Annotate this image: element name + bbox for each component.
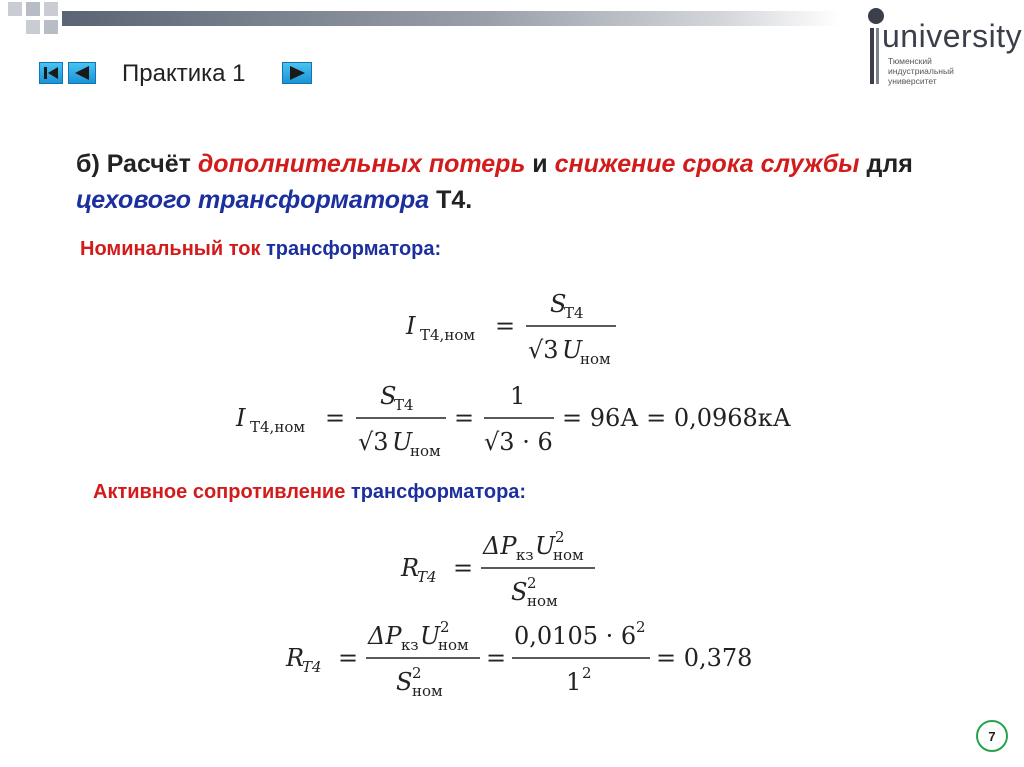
formula-value: 0,0105 · 6 xyxy=(514,622,637,650)
formula-subscript: ном xyxy=(412,682,443,700)
formula-subscript: Т4,ном xyxy=(420,326,476,344)
formula-symbol: ΔP xyxy=(483,532,517,560)
formula-superscript: 2 xyxy=(527,574,537,592)
page-number-badge: 7 xyxy=(976,720,1008,752)
heading-part: снижение срока службы xyxy=(554,150,860,178)
formula-superscript: 2 xyxy=(555,528,565,546)
decor-square xyxy=(26,20,40,34)
arrow-right-icon xyxy=(283,63,311,83)
heading-part: б) Расчёт xyxy=(76,150,198,178)
logo-subtitle: Тюменский индустриальный университет xyxy=(888,56,954,86)
heading-part: для xyxy=(859,150,913,178)
logo-wordmark: university xyxy=(882,18,1023,54)
formula-value: 1 xyxy=(510,382,526,410)
decor-square xyxy=(44,20,58,34)
formula-resistance-definition xyxy=(395,524,615,612)
formula-superscript: 2 xyxy=(582,664,592,682)
university-logo xyxy=(862,4,1022,92)
section-label-current xyxy=(80,238,441,261)
decor-square xyxy=(44,2,58,16)
formula-symbol: U xyxy=(392,428,413,456)
section-label-resistance xyxy=(93,481,526,504)
formula-subscript: Т4 xyxy=(564,304,584,322)
formula-subscript: Т4 xyxy=(394,396,414,414)
formula-symbol: S xyxy=(511,578,528,606)
prev-slide-button[interactable] xyxy=(68,62,96,84)
formula-subscript: ном xyxy=(410,442,441,460)
heading-part: дополнительных потерь xyxy=(197,150,526,178)
formula-symbol: ΔP xyxy=(368,622,402,650)
next-slide-button[interactable] xyxy=(282,62,312,84)
formula-symbol: I xyxy=(236,404,246,432)
formula-symbol: U xyxy=(535,532,556,560)
formula-symbol: U xyxy=(420,622,441,650)
skip-back-icon xyxy=(40,63,62,83)
formula-result: = 96А = 0,0968кА xyxy=(562,404,791,432)
svg-text:=: = xyxy=(338,644,359,672)
svg-text:=: = xyxy=(486,644,507,672)
decor-square xyxy=(26,2,40,16)
formula-symbol: U xyxy=(562,336,583,364)
svg-text:=: = xyxy=(325,404,346,432)
formula-resistance-calculation xyxy=(280,614,770,702)
formula-subscript: ном xyxy=(580,350,611,368)
formula-subscript: ном xyxy=(553,546,584,564)
formula-subscript: Т4,ном xyxy=(250,418,306,436)
label-part: трансформатора: xyxy=(350,481,527,503)
formula-subscript: T4 xyxy=(417,568,437,586)
formula-subscript: кз xyxy=(516,546,534,564)
formula-current-definition xyxy=(400,282,640,368)
formula-symbol: I xyxy=(406,312,416,340)
formula-superscript: 2 xyxy=(440,618,450,636)
formula-subscript: ном xyxy=(527,592,558,610)
formula-symbol: R xyxy=(286,644,305,672)
formula-symbol: S xyxy=(380,382,397,410)
svg-text:=: = xyxy=(495,312,516,340)
formula-symbol: S xyxy=(396,668,413,696)
heading-part: Т4. xyxy=(429,186,473,214)
formula-superscript: 2 xyxy=(412,664,422,682)
formula-result: = 0,378 xyxy=(656,644,753,672)
formula-subscript: ном xyxy=(438,636,469,654)
arrow-left-icon xyxy=(69,63,95,83)
formula-current-calculation xyxy=(230,374,800,460)
first-slide-button[interactable] xyxy=(39,62,63,84)
header-gradient-bar xyxy=(62,11,840,26)
heading-part: цехового трансформатора xyxy=(76,186,430,214)
formula-symbol: S xyxy=(550,290,567,318)
heading-part: и xyxy=(525,150,555,178)
label-part: Активное сопротивление xyxy=(93,481,351,503)
label-part: Номинальный ток xyxy=(80,238,267,260)
slide-heading xyxy=(76,146,956,218)
svg-text:=: = xyxy=(454,404,475,432)
decor-square xyxy=(8,2,22,16)
label-part: трансформатора: xyxy=(266,238,442,260)
formula-value: √3 · 6 xyxy=(484,428,553,456)
formula-value: 1 xyxy=(566,668,582,696)
formula-superscript: 2 xyxy=(636,618,646,636)
formula-subscript: кз xyxy=(401,636,419,654)
formula-symbol: R xyxy=(401,554,420,582)
svg-text:=: = xyxy=(453,554,474,582)
practice-label: Практика 1 xyxy=(122,60,246,87)
formula-subscript: T4 xyxy=(302,658,322,676)
formula-symbol: √3 xyxy=(528,336,559,364)
formula-symbol: √3 xyxy=(358,428,389,456)
